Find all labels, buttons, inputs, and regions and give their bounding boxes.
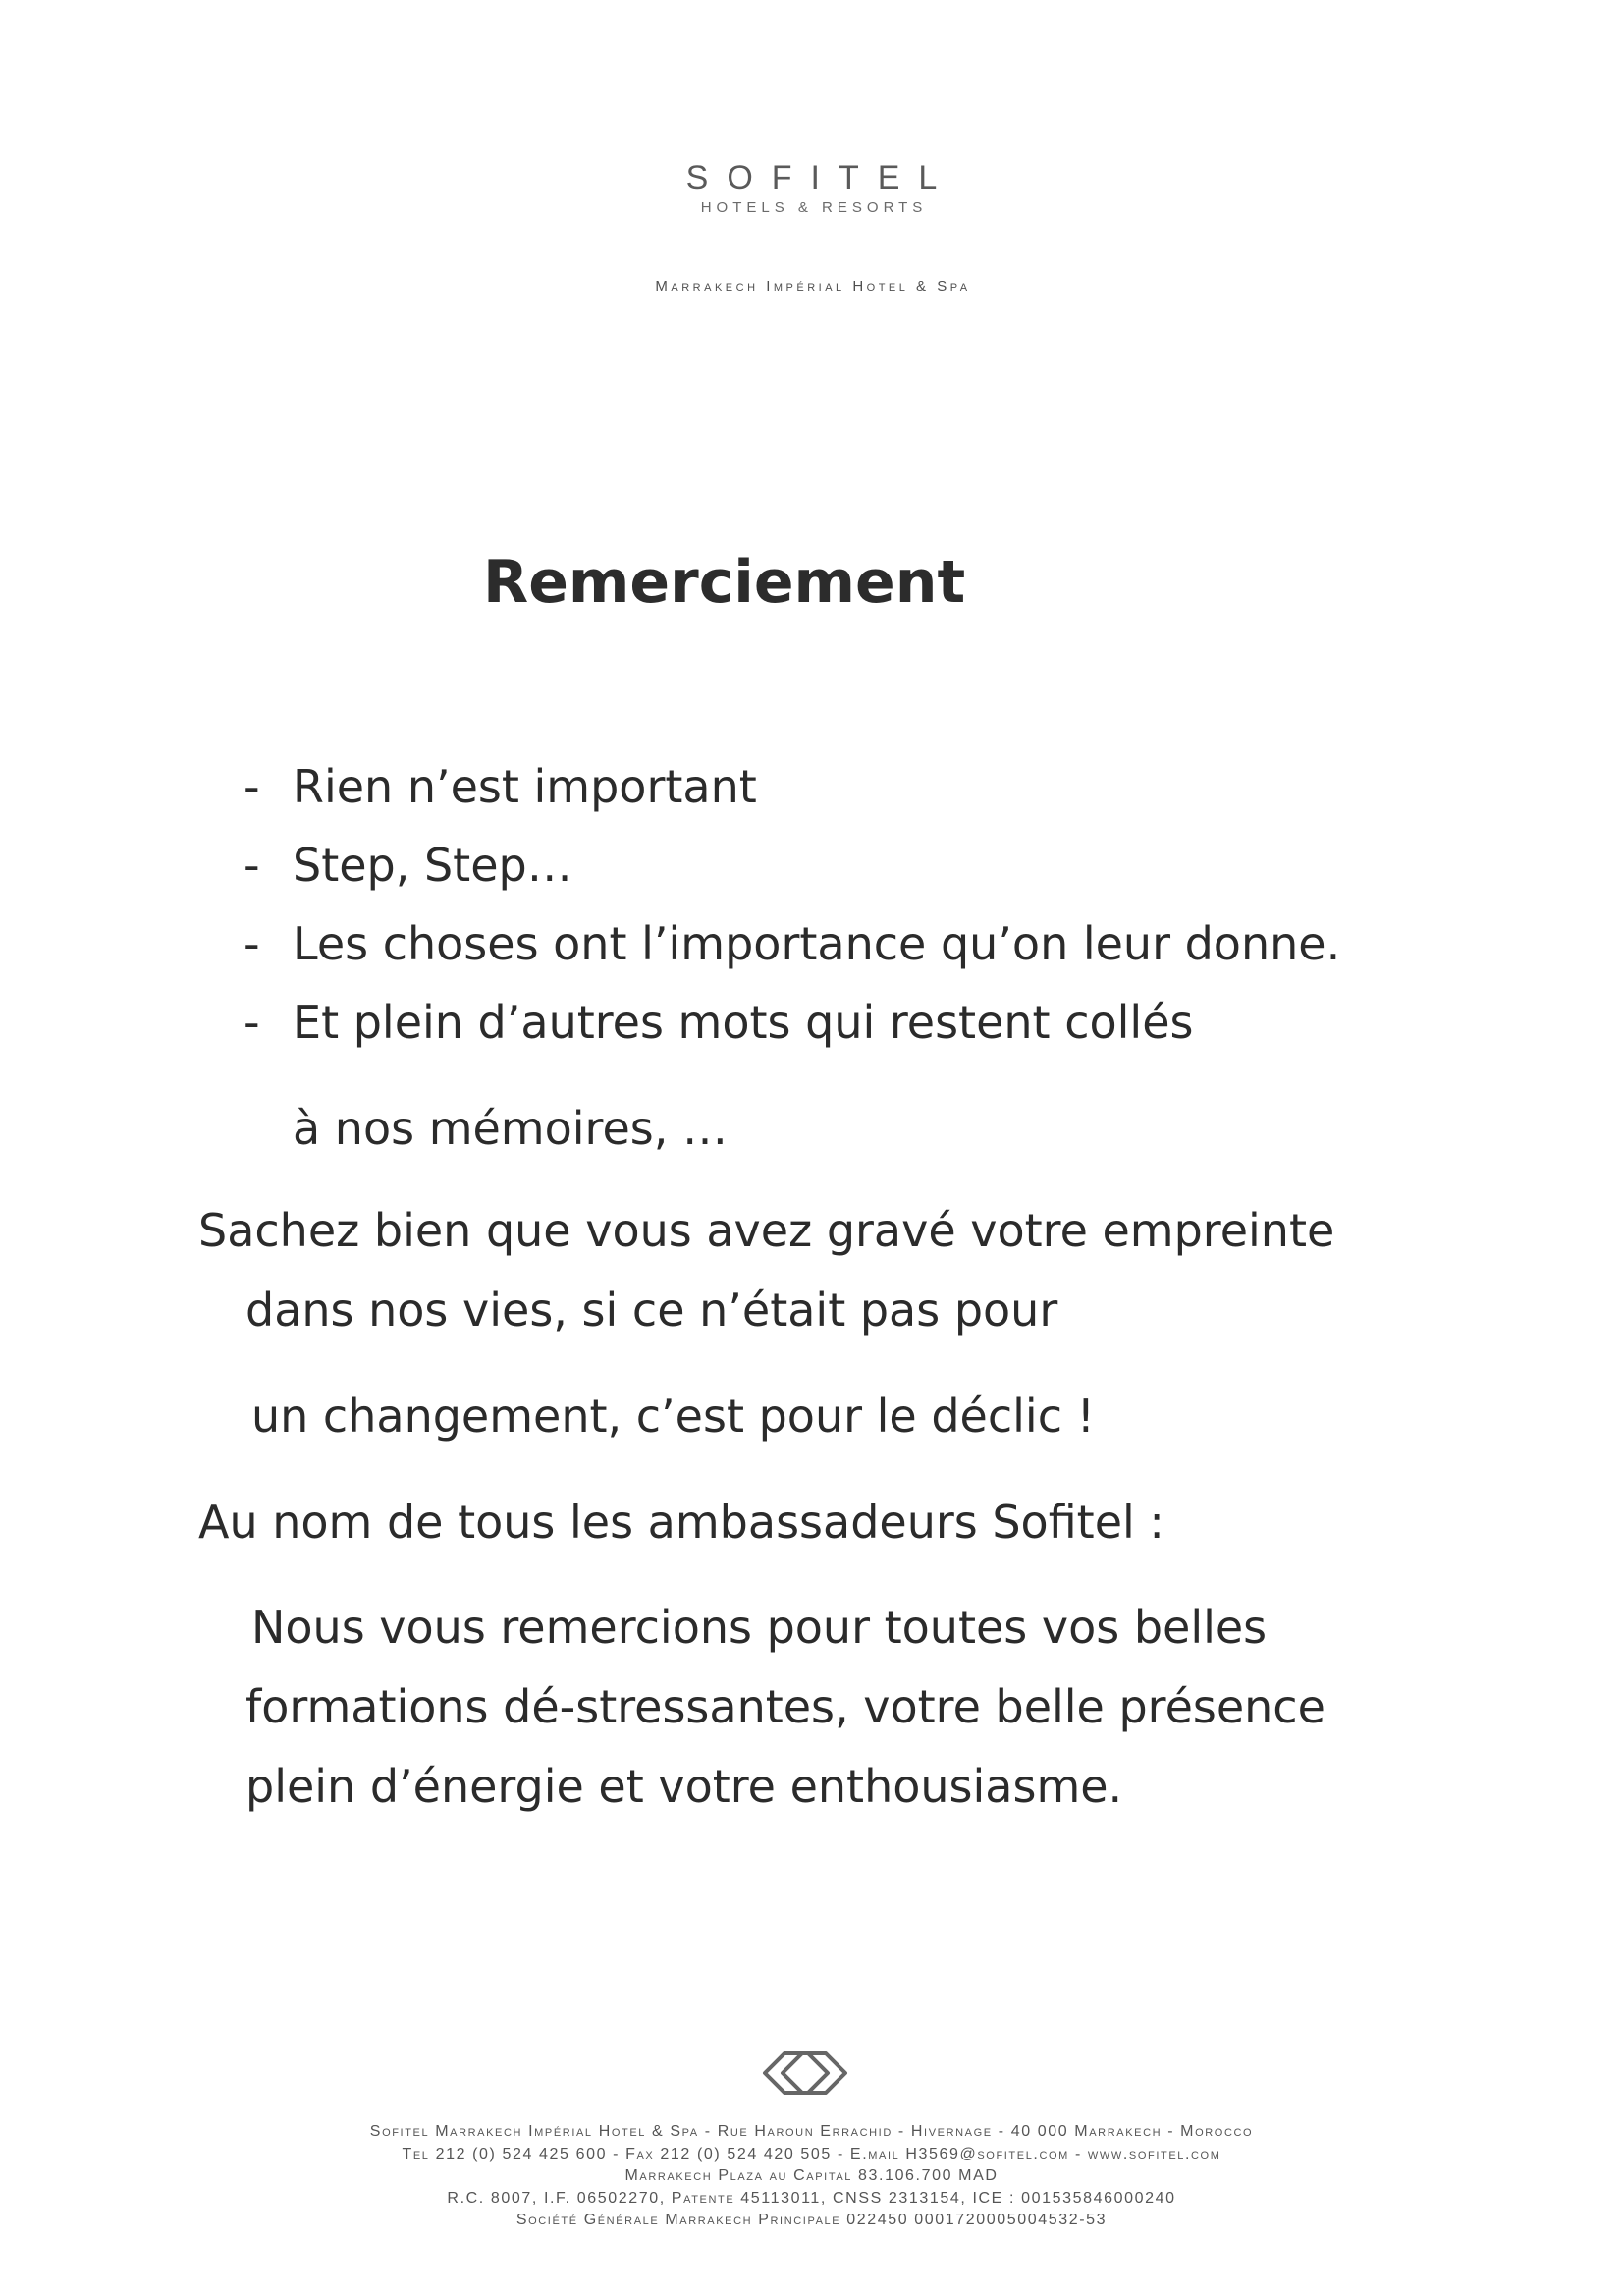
bullet-text: Rien n’est important (293, 760, 757, 813)
paragraph-line: Sachez bien que vous avez gravé votre empreinte (198, 1204, 1335, 1257)
paragraph-line: un changement, c’est pour le déclic ! (251, 1390, 1096, 1443)
footer-line: Marrakech Plaza au Capital 83.106.700 MAD (624, 2167, 999, 2185)
bullet-text: Et plein d’autres mots qui restent collés (293, 996, 1194, 1049)
paragraph-line: dans nos vies, si ce n’était pas pour (245, 1284, 1058, 1337)
list-item (243, 992, 1340, 1070)
footer-line: Société Générale Marrakech Principale 022450 0001720005004532-53 (515, 2212, 1108, 2229)
footer-line: Tel 212 (0) 524 425 600 - Fax 212 (0) 524 420 505 - E.mail H3569@sofitel.com - www.sofitel.com (402, 2145, 1221, 2162)
bullet-text: Step, Step… (293, 839, 572, 892)
property-name: Marrakech Impérial Hotel & Spa (655, 278, 971, 295)
document-title: Remerciement (483, 548, 966, 617)
brand-tagline: HOTELS & RESORTS (700, 199, 928, 216)
footer-line: R.C. 8007, I.F. 06502270, Patente 45113011, CNSS 2313154, ICE : 001535846000240 (447, 2189, 1176, 2207)
bullet-dash: - (243, 996, 260, 1049)
list-item (243, 756, 1340, 835)
list-item (243, 835, 1340, 913)
paragraph-line: plein d’énergie et votre enthousiasme. (245, 1760, 1123, 1813)
bullet-dash: - (243, 917, 260, 970)
bullet-dash: - (243, 839, 260, 892)
bullet-dash: - (243, 760, 260, 813)
sofitel-interlaced-rings-icon (759, 2046, 851, 2101)
footer-address-block (0, 2121, 1623, 2232)
paragraph-line: Nous vous remercions pour toutes vos belles (251, 1601, 1268, 1654)
bullet-text: Les choses ont l’importance qu’on leur donne. (293, 917, 1341, 970)
bullet-list (243, 756, 1340, 1070)
paragraph-line: Au nom de tous les ambassadeurs Sofitel : (198, 1496, 1164, 1549)
bullet-continuation: à nos mémoires, … (293, 1102, 728, 1155)
paragraph-line: formations dé-stressantes, votre belle présence (245, 1680, 1325, 1733)
brand-name: SOFITEL (685, 159, 956, 196)
footer-line: Sofitel Marrakech Impérial Hotel & Spa - Rue Haroun Errachid - Hivernage - 40 000 Marrakech - Morocco (369, 2123, 1254, 2140)
list-item (243, 913, 1340, 992)
